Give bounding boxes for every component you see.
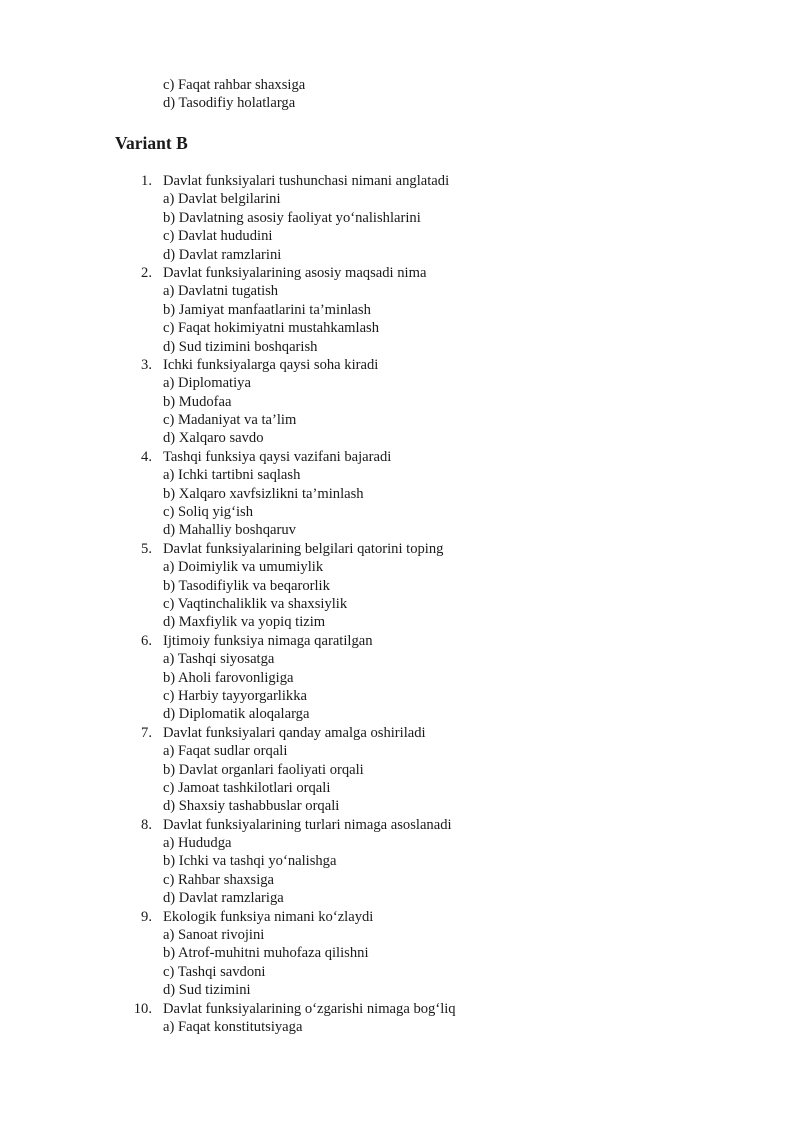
question-text: Davlat funksiyalarining belgilari qatorini toping <box>163 540 444 557</box>
answer-option: c) Madaniyat va ta’lim <box>163 412 297 429</box>
answer-option: d) Mahalliy boshqaruv <box>163 522 296 539</box>
answer-option: d) Shaxsiy tashabbuslar orqali <box>163 798 340 815</box>
question-number: 3. <box>141 356 152 373</box>
answer-option: b) Jamiyat manfaatlarini ta’minlash <box>163 301 371 318</box>
answer-option: c) Vaqtinchaliklik va shaxsiylik <box>163 595 348 612</box>
option-line: d) Tasodifiy holatlarga <box>163 95 296 112</box>
question-text: Davlat funksiyalarining turlari nimaga asoslanadi <box>163 816 452 833</box>
question-number: 7. <box>141 724 152 741</box>
question-text: Ekologik funksiya nimani ko‘zlaydi <box>163 908 374 925</box>
question-item <box>0 264 800 356</box>
answer-option: b) Davlatning asosiy faoliyat yo‘nalishlarini <box>163 209 421 226</box>
question-item <box>0 632 800 724</box>
answer-option: a) Faqat sudlar orqali <box>163 743 288 760</box>
question-text: Davlat funksiyalari qanday amalga oshiriladi <box>163 724 426 741</box>
question-text: Tashqi funksiya qaysi vazifani bajaradi <box>163 448 392 465</box>
answer-option: a) Hududga <box>163 835 232 852</box>
answer-option: a) Davlat belgilarini <box>163 191 281 208</box>
answer-option: b) Tasodifiylik va beqarorlik <box>163 577 330 594</box>
answer-option: c) Tashqi savdoni <box>163 963 266 980</box>
question-item <box>0 172 800 264</box>
answer-option: c) Soliq yig‘ish <box>163 504 253 521</box>
answer-option: a) Ichki tartibni saqlash <box>163 467 301 484</box>
question-text: Davlat funksiyalari tushunchasi nimani anglatadi <box>163 173 450 189</box>
answer-option: c) Davlat hududini <box>163 228 273 245</box>
question-text: Ichki funksiyalarga qaysi soha kiradi <box>163 356 379 373</box>
answer-option: b) Atrof-muhitni muhofaza qilishni <box>163 945 369 962</box>
answer-option: a) Doimiylik va umumiylik <box>163 559 324 576</box>
answer-option: a) Faqat konstitutsiyaga <box>163 1018 303 1035</box>
answer-option: d) Davlat ramzlariga <box>163 890 284 907</box>
question-list <box>0 172 800 1036</box>
question-text: Ijtimoiy funksiya nimaga qaratilgan <box>163 632 373 649</box>
answer-option: b) Ichki va tashqi yo‘nalishga <box>163 853 337 870</box>
answer-option: d) Davlat ramzlarini <box>163 246 282 263</box>
question-number: 1. <box>141 173 152 189</box>
question-item <box>0 540 800 632</box>
answer-option: d) Maxfiylik va yopiq tizim <box>163 614 326 631</box>
question-number: 2. <box>141 264 152 281</box>
question-number: 8. <box>141 816 152 833</box>
question-number: 6. <box>141 632 152 649</box>
answer-option: b) Xalqaro xavfsizlikni ta’minlash <box>163 485 364 502</box>
answer-option: a) Sanoat rivojini <box>163 927 265 944</box>
answer-option: c) Harbiy tayyorgarlikka <box>163 687 307 704</box>
answer-option: d) Diplomatik aloqalarga <box>163 706 310 723</box>
answer-option: b) Davlat organlari faoliyati orqali <box>163 761 364 778</box>
answer-option: a) Tashqi siyosatga <box>163 651 275 668</box>
question-item <box>0 448 800 540</box>
option-line: c) Faqat rahbar shaxsiga <box>163 77 306 93</box>
answer-option: c) Faqat hokimiyatni mustahkamlash <box>163 320 380 337</box>
question-text: Davlat funksiyalarining asosiy maqsadi nima <box>163 264 427 281</box>
question-number: 9. <box>141 908 152 925</box>
variant-heading: Variant B <box>115 133 188 153</box>
question-number: 5. <box>141 540 152 557</box>
question-number: 10. <box>133 1000 152 1017</box>
answer-option: d) Sud tizimini boshqarish <box>163 338 318 355</box>
answer-option: b) Aholi farovonligiga <box>163 669 294 686</box>
question-text: Davlat funksiyalarining o‘zgarishi nimaga bog‘liq <box>163 1000 456 1017</box>
answer-option: a) Davlatni tugatish <box>163 283 279 300</box>
question-item <box>0 356 800 448</box>
answer-option: c) Rahbar shaxsiga <box>163 871 275 888</box>
answer-option: d) Sud tizimini <box>163 982 251 999</box>
answer-option: a) Diplomatiya <box>163 375 251 392</box>
answer-option: d) Xalqaro savdo <box>163 430 264 447</box>
answer-option: b) Mudofaa <box>163 393 232 410</box>
question-item <box>0 1000 800 1037</box>
answer-option: c) Jamoat tashkilotlari orqali <box>163 779 331 796</box>
question-item <box>0 908 800 1000</box>
question-item <box>0 816 800 908</box>
question-number: 4. <box>141 448 152 465</box>
previous-question-options <box>163 76 305 113</box>
question-item <box>0 724 800 816</box>
